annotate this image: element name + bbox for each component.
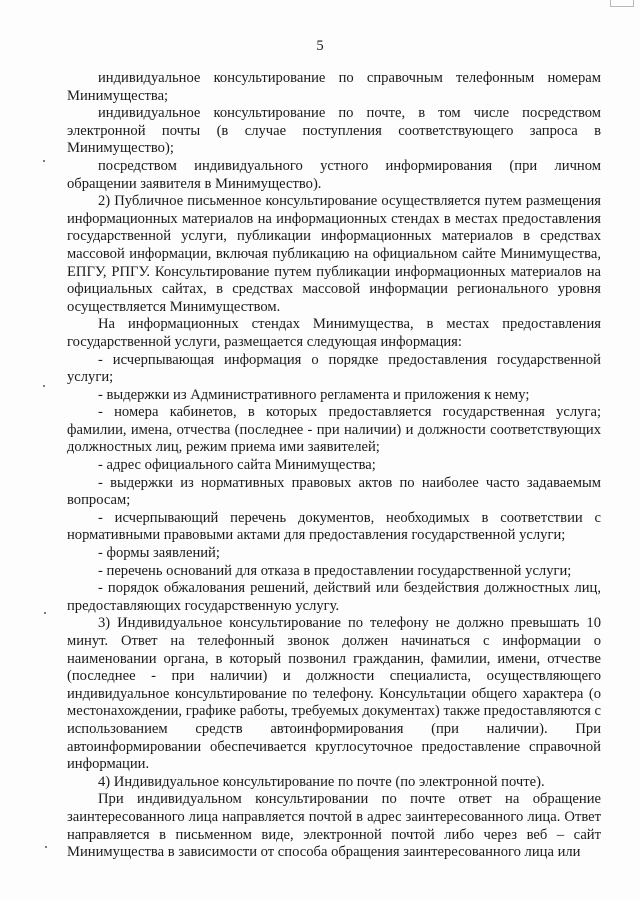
paragraph-mail-consulting: индивидуальное консультирование по почте, в том числе посредством электронной почты (в случае поступления соответствующего запроса в Минимущество); bbox=[67, 105, 601, 157]
list-item-application-forms: - формы заявлений; bbox=[98, 545, 220, 562]
paragraph-phone-consulting-rules: 3) Индивидуальное консультирование по телефону не должно превышать 10 минут. Ответ на телефонный звонок должен начинаться с информации о наименовании органа, в который позвонил гражданин, фамилии, имени, отчестве (последнее - при наличии) и должности специалиста, осуществляющего индивидуальное консультирование по телефону. Консультации общего характера (о местонахождении, графике работы, требуемых документах) также предоставляются с использованием средств автоинформирования (при наличии). При автоинформировании обеспечивается круглосуточное предоставление справочной информации. bbox=[67, 615, 601, 773]
document-body bbox=[67, 70, 601, 862]
paragraph-public-written-consulting: 2) Публичное письменное консультирование осуществляется путем размещения информационных материалов на информационных стендах в местах предоставления государственной услуги, публикации информационных материалов в средствах массовой информации, включая публикацию на официальном сайте Минимущества, ЕПГУ, РПГУ. Консультирование путем публикации информационных материалов на официальных сайтах, в средствах массовой информации регионального уровня осуществляется Минимуществом. bbox=[67, 193, 601, 315]
page-number: 5 bbox=[316, 38, 324, 54]
paragraph-phone-consulting: индивидуальное консультирование по справочным телефонным номерам Минимущества; bbox=[67, 70, 601, 104]
scan-speck bbox=[43, 160, 45, 162]
scan-speck bbox=[43, 385, 45, 387]
list-item-legal-extracts: - выдержки из нормативных правовых актов по наиболее часто задаваемым вопросам; bbox=[67, 474, 601, 509]
list-item-website-address: - адрес официального сайта Минимущества; bbox=[98, 457, 376, 474]
list-item-procedure-info: - исчерпывающая информация о порядке предоставления государственной услуги; bbox=[67, 351, 601, 386]
paragraph-mail-consulting-rules: При индивидуальном консультировании по почте ответ на обращение заинтересованного лица направляется почтой в адрес заинтересованного лица. Ответ направляется в письменном виде, электронной почтой либо через веб – сайт Минимущества в зависимости от способа обращения заинтересованного лица или bbox=[67, 791, 601, 861]
scan-speck bbox=[44, 612, 46, 614]
list-item-office-numbers: - номера кабинетов, в которых предоставляется государственная услуга; фамилии, имена, отчества (последнее - при наличии) и должности соответствующих должностных лиц, режим приема ими заявителей; bbox=[67, 404, 601, 456]
list-item-regulation-extracts: - выдержки из Административного регламента и приложения к нему; bbox=[98, 386, 530, 403]
scan-speck bbox=[45, 846, 47, 848]
list-item-appeal-procedure: - порядок обжалования решений, действий или бездействия должностных лиц, предоставляющих государственную услугу. bbox=[67, 580, 601, 614]
scan-corner-mark bbox=[610, 0, 634, 7]
list-item-refusal-grounds: - перечень оснований для отказа в предоставлении государственной услуги; bbox=[98, 562, 572, 579]
paragraph-oral-informing: посредством индивидуального устного информирования (при личном обращении заявителя в Минимущество). bbox=[67, 157, 601, 192]
paragraph-info-stands: На информационных стендах Минимущества, в местах предоставления государственной услуги, размещается следующая информация: bbox=[67, 316, 601, 350]
list-item-documents-list: - исчерпывающий перечень документов, необходимых в соответствии с нормативными правовыми актами для предоставления государственной услуги; bbox=[67, 509, 601, 544]
paragraph-mail-consulting-heading: 4) Индивидуальное консультирование по почте (по электронной почте). bbox=[98, 773, 545, 790]
